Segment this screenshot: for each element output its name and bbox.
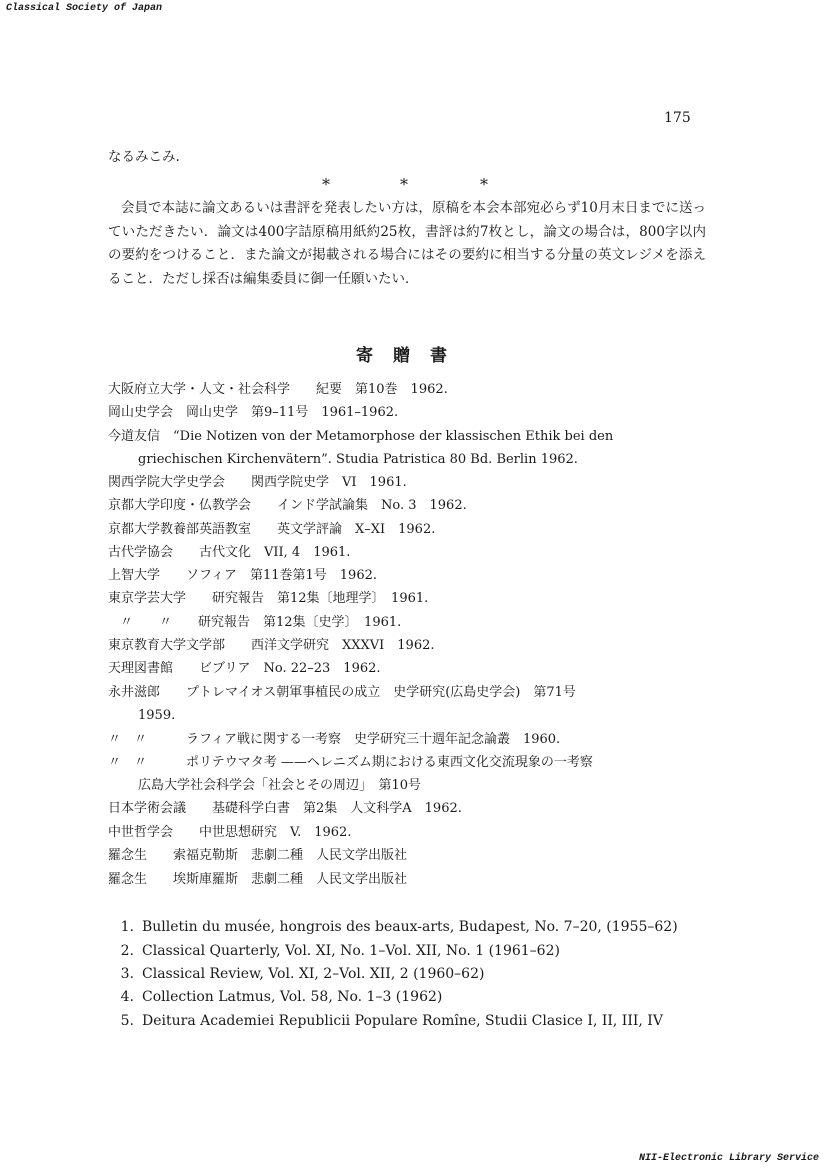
submission-notice: 会員で本誌に論文あるいは書評を発表したい方は，原稿を本会本部宛必らず10月末日までに送っていただきたい．論文は400字詰原稿用紙約25枚，書評は約7枚とし，論文の場合は，800字以内の要約をつけること．また論文が掲載される場合にはその要約に相当する分量の英文レジメを添えること．ただし採否は編集委員に御一任願いたい． — [108, 200, 706, 287]
list-item: 中世哲学会 中世思想研究 V. 1962. — [108, 825, 352, 840]
page-number: 175 — [664, 110, 691, 126]
list-item: 日本学術会議 基礎科学白書 第2集 人文科学A 1962. — [108, 801, 462, 816]
item-text: Classical Quarterly, Vol. XI, No. 1–Vol. XII, No. 1 (1961–62) — [142, 943, 560, 959]
list-item: 京都大学印度・仏教学会 インド学試論集 No. 3 1962. — [108, 498, 467, 513]
separator-star: * — [400, 175, 408, 194]
item-text: Classical Review, Vol. XI, 2–Vol. XII, 2 (1960–62) — [142, 966, 485, 982]
library-footer: NII-Electronic Library Service — [638, 1153, 819, 1164]
list-item-continuation: 広島大学社会科学会「社会とその周辺」 第10号 — [138, 778, 422, 793]
list-item-continuation: griechischen Kirchenvätern”. Studia Patristica 80 Bd. Berlin 1962. — [138, 452, 578, 467]
item-text: Deitura Academiei Republicii Populare Romîne, Studii Clasice I, II, III, IV — [142, 1013, 663, 1029]
intro-line: なるみこみ. — [108, 149, 180, 165]
list-item — [112, 920, 678, 934]
item-number: 1. — [120, 919, 134, 935]
item-text: Bulletin du musée, hongrois des beaux-arts, Budapest, No. 7–20, (1955–62) — [142, 919, 678, 935]
item-number: 2. — [120, 943, 134, 959]
item-text: Collection Latmus, Vol. 58, No. 1–3 (1962) — [142, 989, 443, 1005]
list-item: 岡山史学会 岡山史学 第9–11号 1961–1962. — [108, 405, 399, 420]
list-item: 上智大学 ソフィア 第11巻第1号 1962. — [108, 568, 377, 583]
separator-star: * — [480, 175, 488, 194]
list-item: 関西学院大学史学会 関西学院史学 VI 1961. — [108, 475, 407, 490]
list-item: 天理図書館 ビブリア No. 22–23 1962. — [108, 661, 381, 676]
list-item: 〃 〃 ポリテウマタ考 ——ヘレニズム期における東西文化交流現象の一考察 — [108, 755, 593, 770]
list-item — [112, 967, 484, 981]
item-number: 3. — [120, 966, 134, 982]
publisher-header: Classical Society of Japan — [6, 3, 163, 14]
list-item — [112, 944, 560, 958]
list-item: 〃 〃 ラフィア戦に関する一考察 史学研究三十週年記念論叢 1960. — [108, 732, 561, 747]
list-item — [112, 990, 442, 1004]
separator-star: * — [322, 175, 330, 194]
section-title: 寄贈書 — [356, 346, 467, 366]
list-item — [112, 1014, 663, 1028]
item-number: 4. — [120, 989, 134, 1005]
item-number: 5. — [120, 1013, 134, 1029]
list-item: 東京学芸大学 研究報告 第12集〔地理学〕 1961. — [108, 591, 429, 606]
list-item: 今道友信 “Die Notizen von der Metamorphose der klassischen Ethik bei den — [108, 429, 614, 444]
list-item: 古代学協会 古代文化 VII, 4 1961. — [108, 545, 351, 560]
list-item-continuation: 1959. — [138, 708, 176, 723]
list-item: 羅念生 埃斯庫羅斯 悲劇二種 人民文学出版社 — [108, 872, 408, 887]
list-item: 京都大学教養部英語教室 英文学評論 X–XI 1962. — [108, 522, 436, 537]
list-item: 永井滋郎 プトレマイオス朝軍事植民の成立 史学研究(広島史学会) 第71号 — [108, 685, 576, 700]
list-item: 大阪府立大学・人文・社会科学 紀要 第10巻 1962. — [108, 382, 448, 397]
list-item: 東京教育大学文学部 西洋文学研究 XXXVI 1962. — [108, 638, 435, 653]
list-item: 羅念生 索福克勒斯 悲劇二種 人民文学出版社 — [108, 848, 408, 863]
list-item: 〃 〃 研究報告 第12集〔史学〕 1961. — [120, 615, 402, 630]
